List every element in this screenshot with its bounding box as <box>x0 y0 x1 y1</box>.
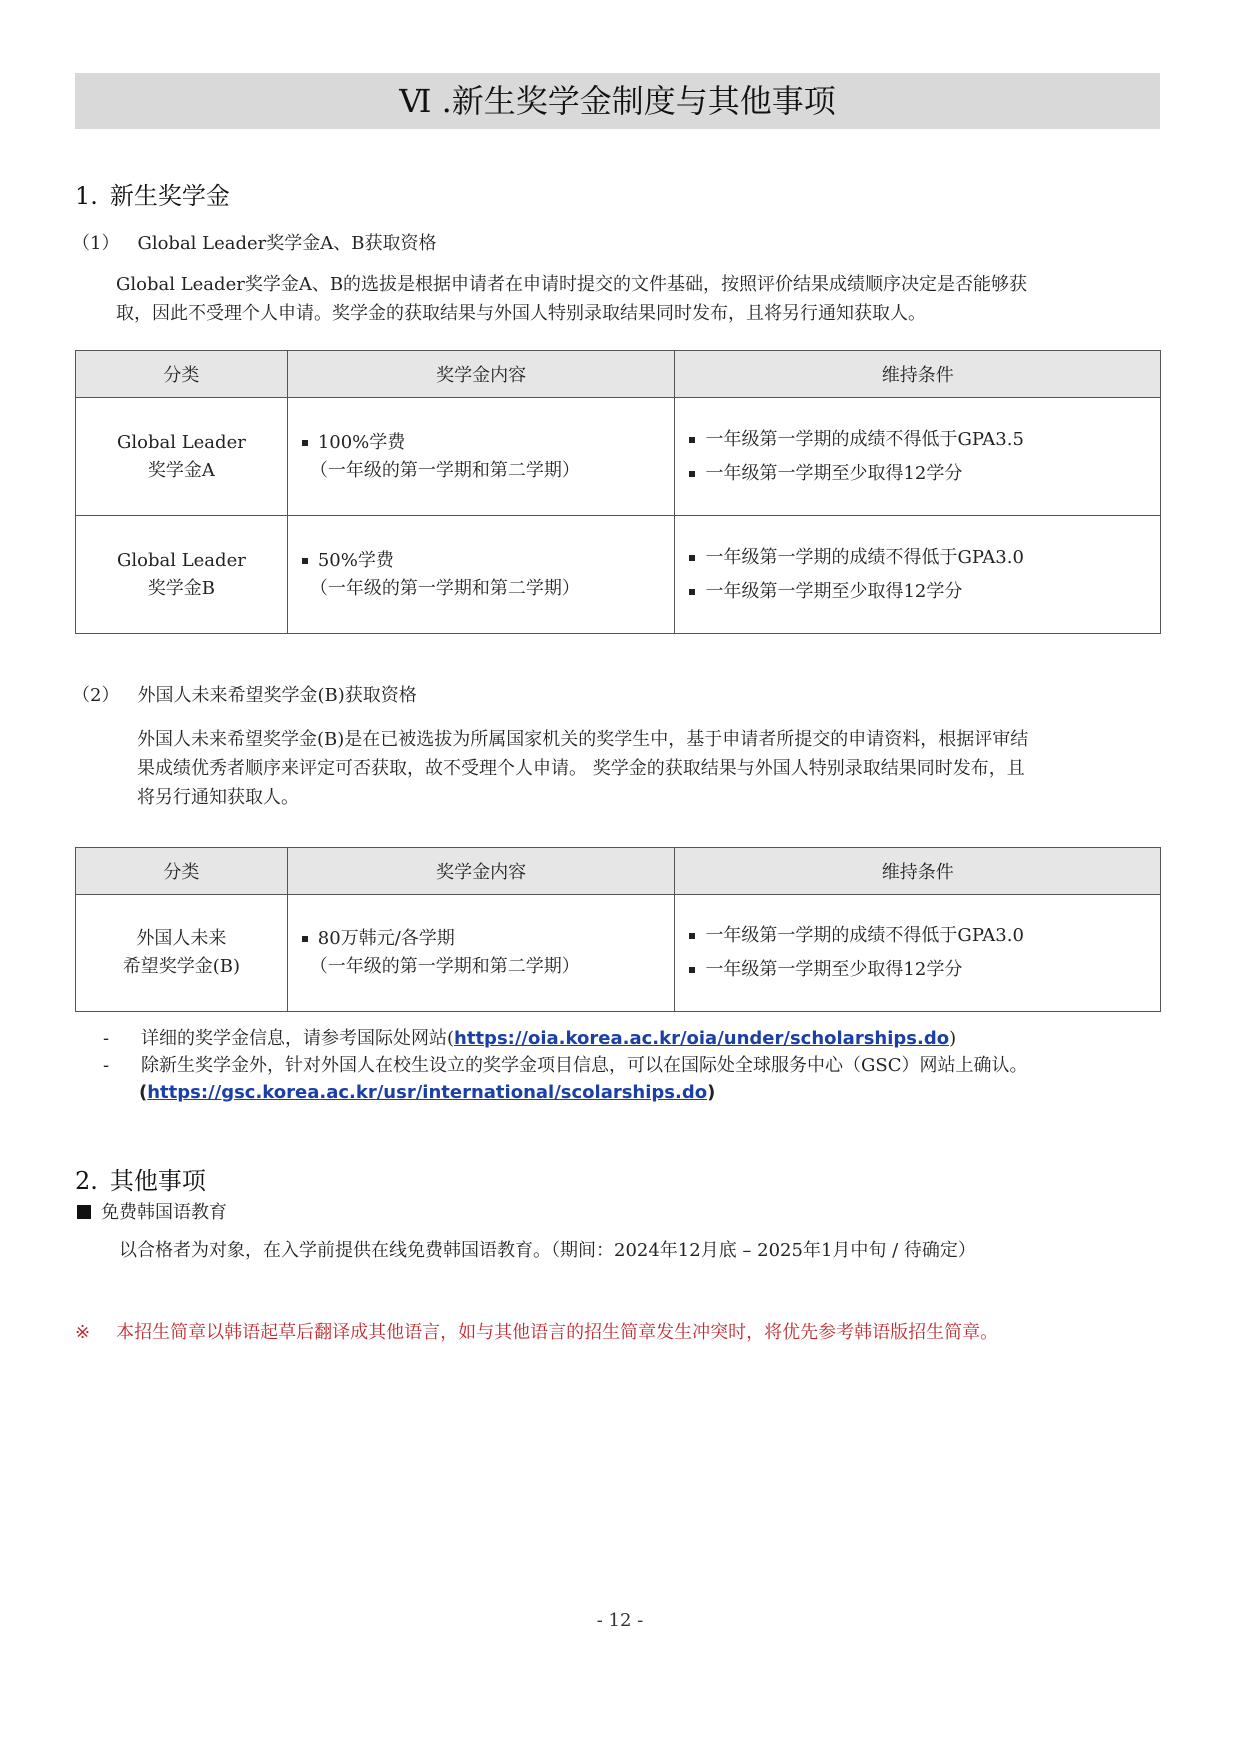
condition-text: 一年级第一学期至少取得12学分 <box>705 959 963 980</box>
chapter-title: Ⅵ .新生奖学金制度与其他事项 <box>75 73 1160 129</box>
category-line: Global Leader <box>117 549 246 571</box>
category-cell <box>76 516 288 634</box>
bullet-square-icon <box>689 589 695 595</box>
subsection-1-heading <box>72 229 437 255</box>
table-header-row <box>76 848 1161 895</box>
bullet-square-icon <box>302 936 308 942</box>
category-line: 外国人未来 <box>136 928 227 949</box>
black-square-icon <box>77 1205 91 1219</box>
condition-cell <box>675 895 1161 1012</box>
oia-scholarship-link[interactable]: https://oia.korea.ac.kr/oia/under/scholarships.do <box>454 1028 950 1049</box>
condition-text: 一年级第一学期至少取得12学分 <box>705 580 963 602</box>
condition-cell <box>675 398 1161 516</box>
subsection-2-paragraph <box>137 725 1028 812</box>
korean-education-paragraph: 以合格者为对象，在入学前提供在线免费韩国语教育。（期间：2024年12月底 – 2025年1月中旬 / 待确定） <box>119 1240 976 1261</box>
category-line: 奖学金B <box>147 577 216 599</box>
subsection-2-title: 外国人未来希望奖学金(B)获取资格 <box>137 685 417 706</box>
content-text: 100%学费 <box>317 431 406 453</box>
warning-text: 本招生简章以韩语起草后翻译成其他语言，如与其他语言的招生简章发生冲突时，将优先参考韩语版招生简章。 <box>116 1322 999 1343</box>
content-cell <box>287 895 675 1012</box>
condition-cell <box>675 516 1161 634</box>
header-condition: 维持条件 <box>675 351 1161 398</box>
category-line: 奖学金A <box>147 459 215 481</box>
dash-marker: - <box>103 1055 110 1076</box>
bullet-square-icon <box>689 967 695 973</box>
paragraph-line: 果成绩优秀者顺序来评定可否获取，故不受理个人申请。 奖学金的获取结果与外国人特别录取结果同时发布，且 <box>137 758 1025 779</box>
scholarship-table-future-hope <box>75 847 1161 1012</box>
note-gsc-info <box>103 1052 1027 1079</box>
paragraph-line: 取，因此不受理个人申请。奖学金的获取结果与外国人特别录取结果同时发布，且将另行通知获取人。 <box>116 303 926 324</box>
paragraph-line: 外国人未来希望奖学金(B)是在已被选拔为所属国家机关的奖学生中，基于申请者所提交的申请资料，根据评审结 <box>137 729 1029 750</box>
bullet-square-icon <box>302 558 308 564</box>
content-cell <box>287 516 675 634</box>
table-row <box>76 895 1161 1012</box>
content-subtext: （一年级的第一学期和第二学期） <box>309 577 580 599</box>
paragraph-line: 将另行通知获取人。 <box>137 787 299 808</box>
section-1-number: 1. <box>75 182 98 210</box>
translation-warning <box>75 1318 998 1344</box>
header-content: 奖学金内容 <box>287 848 675 895</box>
note-text: 详细的奖学金信息，请参考国际处网站( <box>141 1028 455 1049</box>
category-line: 希望奖学金(B) <box>122 956 241 977</box>
korean-education-title: 免费韩国语教育 <box>101 1202 227 1223</box>
content-subtext: （一年级的第一学期和第二学期） <box>309 459 580 481</box>
note-gsc-link-line <box>139 1079 715 1106</box>
note-open-paren: ( <box>139 1082 148 1103</box>
korean-education-heading <box>77 1198 227 1224</box>
bullet-square-icon <box>689 933 695 939</box>
section-1-heading <box>75 176 230 211</box>
content-text: 50%学费 <box>317 549 394 571</box>
content-subtext: （一年级的第一学期和第二学期） <box>309 956 580 977</box>
scholarship-table-global-leader <box>75 350 1161 634</box>
category-cell <box>76 398 288 516</box>
header-category: 分类 <box>76 351 288 398</box>
table-header-row <box>76 351 1161 398</box>
bullet-square-icon <box>689 437 695 443</box>
subsection-1-paragraph <box>116 270 1027 328</box>
bullet-square-icon <box>689 555 695 561</box>
condition-text: 一年级第一学期的成绩不得低于GPA3.5 <box>705 428 1024 450</box>
condition-text: 一年级第一学期的成绩不得低于GPA3.0 <box>705 546 1024 568</box>
note-close-paren: ) <box>949 1028 957 1049</box>
content-text: 80万韩元/各学期 <box>317 928 455 949</box>
note-text: 除新生奖学金外，针对外国人在校生设立的奖学金项目信息，可以在国际处全球服务中心（GSC）网站上确认。 <box>141 1055 1028 1076</box>
subsection-1-title: Global Leader奖学金A、B获取资格 <box>137 233 437 254</box>
condition-text: 一年级第一学期至少取得12学分 <box>705 462 963 484</box>
page-number: - 12 - <box>596 1610 644 1631</box>
category-line: Global Leader <box>117 431 246 453</box>
table-row <box>76 398 1161 516</box>
subsection-1-number: （1） <box>72 233 120 254</box>
reference-mark-icon: ※ <box>75 1322 91 1343</box>
section-2-title: 其他事项 <box>109 1167 206 1195</box>
condition-text: 一年级第一学期的成绩不得低于GPA3.0 <box>705 925 1024 946</box>
category-cell <box>76 895 288 1012</box>
content-cell <box>287 398 675 516</box>
subsection-2-heading <box>72 681 417 707</box>
subsection-2-number: （2） <box>72 685 120 706</box>
dash-marker: - <box>103 1028 110 1049</box>
header-condition: 维持条件 <box>675 848 1161 895</box>
note-close-paren: ) <box>707 1082 716 1103</box>
header-content: 奖学金内容 <box>287 351 675 398</box>
paragraph-line: Global Leader奖学金A、B的选拔是根据申请者在申请时提交的文件基础，按照评价结果成绩顺序决定是否能够获 <box>116 274 1028 295</box>
bullet-square-icon <box>302 440 308 446</box>
bullet-square-icon <box>689 471 695 477</box>
section-2-number: 2. <box>75 1167 98 1195</box>
section-2-heading <box>75 1161 206 1196</box>
section-1-title: 新生奖学金 <box>109 182 230 210</box>
header-category: 分类 <box>76 848 288 895</box>
table-row <box>76 516 1161 634</box>
gsc-scholarship-link[interactable]: https://gsc.korea.ac.kr/usr/international/scolarships.do <box>147 1082 708 1103</box>
note-scholarship-info <box>103 1025 956 1052</box>
